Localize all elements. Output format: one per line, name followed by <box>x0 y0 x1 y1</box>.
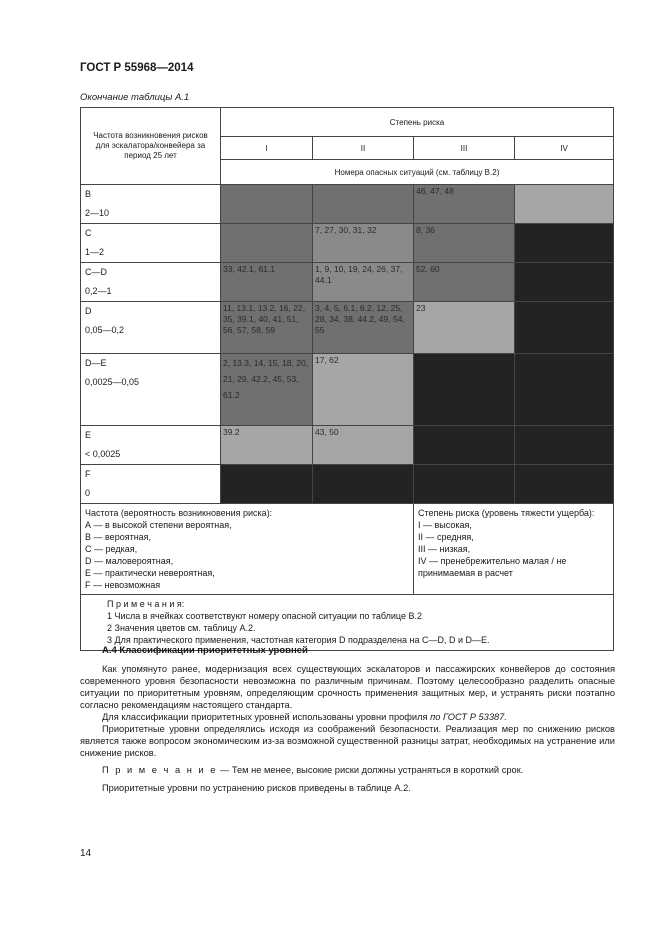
table-row <box>81 185 614 224</box>
risk-cell: 43, 50 <box>313 426 414 465</box>
risk-cell <box>313 465 414 504</box>
risk-cell: 23 <box>414 302 515 354</box>
legend-item: I — высокая, <box>418 520 472 530</box>
frequency-legend <box>81 504 414 595</box>
risk-cell: 52, 60 <box>414 263 515 302</box>
legend-title: Степень риска (уровень тяжести ущерба): <box>418 508 595 518</box>
notes-title: П р и м е ч а н и я: <box>107 599 185 609</box>
standard-reference: по ГОСТ Р 53387. <box>430 712 507 722</box>
frequency-probability: 0,0025—0,05 <box>85 377 140 387</box>
table-notes <box>81 595 614 651</box>
severity-header: Степень риска <box>221 108 614 137</box>
risk-cell <box>313 185 414 224</box>
table-row <box>81 302 614 354</box>
note-text: — Тем не менее, высокие риски должны устраняться в короткий срок. <box>217 765 524 775</box>
legend-item: С — редкая, <box>85 544 138 554</box>
paragraph: Приоритетные уровни по устранению рисков приведены в таблице А.2. <box>102 783 411 793</box>
risk-cell: 17, 62 <box>313 354 414 426</box>
note-item: 1 Числа в ячейках соответствуют номеру опасной ситуации по таблице В.2 <box>107 611 422 621</box>
risk-cell: 8, 36 <box>414 224 515 263</box>
table-caption: Окончание таблицы А.1 <box>80 92 190 103</box>
category-header: II <box>313 137 414 160</box>
legend-row <box>81 504 614 595</box>
legend-item: D — маловероятная, <box>85 556 174 566</box>
legend-item: III — низкая, <box>418 544 471 554</box>
risk-cell <box>414 465 515 504</box>
situations-header: Номера опасных ситуаций (см. таблицу В.2) <box>221 160 614 185</box>
category-header: III <box>414 137 515 160</box>
risk-cell <box>221 185 313 224</box>
frequency-cell <box>81 465 221 504</box>
frequency-probability: < 0,0025 <box>85 449 121 459</box>
frequency-probability: 1—2 <box>85 247 105 257</box>
risk-cell <box>515 185 614 224</box>
frequency-cell <box>81 354 221 426</box>
legend-item: В — вероятная, <box>85 532 152 542</box>
risk-cell: 46, 47, 48 <box>414 185 515 224</box>
legend-item: F — невозможная <box>85 580 161 590</box>
frequency-code: D <box>85 306 92 316</box>
frequency-probability: 0 <box>85 488 91 498</box>
category-header: I <box>221 137 313 160</box>
note-item: 2 Значения цветов см. таблицу А.2. <box>107 623 256 633</box>
frequency-header: Частота возникновения рисков для эскалатора/конвейера за период 25 лет <box>81 108 221 185</box>
risk-cell <box>515 465 614 504</box>
legend-item: Е — практически невероятная, <box>85 568 215 578</box>
table-row <box>81 263 614 302</box>
paragraph: Как упомянуто ранее, модернизация всех существующих эскалаторов и пассажирских конвейеров до состояния современного уровня безопасности невозможна по различным причинам. Поэтому целесообразно разделить опасные ситуации по приоритетным уровням, определяющим срочность применения защитных мер, и устранять риски поэтапно согласно рекомендациям настоящего стандарта. <box>80 664 615 710</box>
note-item: 3 Для практического применения, частотная категория D подразделена на С—D, D и D—Е. <box>107 635 490 645</box>
table-row <box>81 224 614 263</box>
frequency-code: E <box>85 430 92 440</box>
frequency-code: C <box>85 228 92 238</box>
risk-cell: 11, 13.1, 13.2, 16, 22, 35, 39.1, 40, 41, 51, 56, 57, 58, 59 <box>221 302 313 354</box>
risk-cell <box>515 263 614 302</box>
frequency-code: C—D <box>85 267 107 277</box>
table-row <box>81 354 614 426</box>
frequency-cell <box>81 263 221 302</box>
legend-title: Частота (вероятность возникновения риска): <box>85 508 273 518</box>
legend-item: IV — пренебрежительно малая / не принимаемая в расчет <box>418 556 567 578</box>
page-number: 14 <box>80 848 92 859</box>
risk-cell <box>515 302 614 354</box>
risk-cell: 33, 42.1, 61.1 <box>221 263 313 302</box>
risk-cell: 2, 13.3, 14, 15, 18, 20, 21, 29, 42.2, 45, 53, 61.2 <box>221 354 313 426</box>
frequency-probability: 0,05—0,2 <box>85 325 125 335</box>
legend-item: А — в высокой степени вероятная, <box>85 520 232 530</box>
category-header: IV <box>515 137 614 160</box>
risk-cell <box>515 426 614 465</box>
frequency-probability: 0,2—1 <box>85 286 112 296</box>
risk-cell <box>515 354 614 426</box>
risk-cell: 7, 27, 30, 31, 32 <box>313 224 414 263</box>
risk-cell: 3, 4, 5, 6.1, 6.2, 12, 25, 28, 34, 38, 44.2, 49, 54, 55 <box>313 302 414 354</box>
paragraph <box>80 711 615 723</box>
risk-cell: 39.2 <box>221 426 313 465</box>
paragraph: Приоритетные уровни определялись исходя из соображений безопасности. Реализация мер по снижению рисков является также вопросом экономическим из-за возможной существенной разницы затрат, необходимых на устранение или снижение рисков. <box>80 724 615 758</box>
legend-item: II — средняя, <box>418 532 474 542</box>
risk-cell <box>221 465 313 504</box>
document-header: ГОСТ Р 55968—2014 <box>80 62 194 74</box>
risk-cell <box>414 426 515 465</box>
frequency-cell <box>81 426 221 465</box>
frequency-cell <box>81 185 221 224</box>
notes-row <box>81 595 614 651</box>
note-label: П р и м е ч а н и е <box>102 765 218 775</box>
table-row <box>81 426 614 465</box>
frequency-cell <box>81 224 221 263</box>
risk-cell <box>221 224 313 263</box>
risk-cell <box>515 224 614 263</box>
frequency-probability: 2—10 <box>85 208 110 218</box>
paragraph-text: Для классификации приоритетных уровней использованы уровни профиля <box>102 712 431 722</box>
frequency-cell <box>81 302 221 354</box>
risk-table <box>80 107 614 651</box>
frequency-code: D—E <box>85 358 107 368</box>
note-paragraph <box>80 764 615 776</box>
risk-cell: 1, 9, 10, 19, 24, 26, 37, 44.1 <box>313 263 414 302</box>
severity-legend <box>414 504 614 595</box>
table-row <box>81 465 614 504</box>
frequency-code: B <box>85 189 92 199</box>
frequency-code: F <box>85 469 91 479</box>
risk-cell <box>414 354 515 426</box>
section-title: А.4 Классификации приоритетных уровней <box>102 645 308 656</box>
